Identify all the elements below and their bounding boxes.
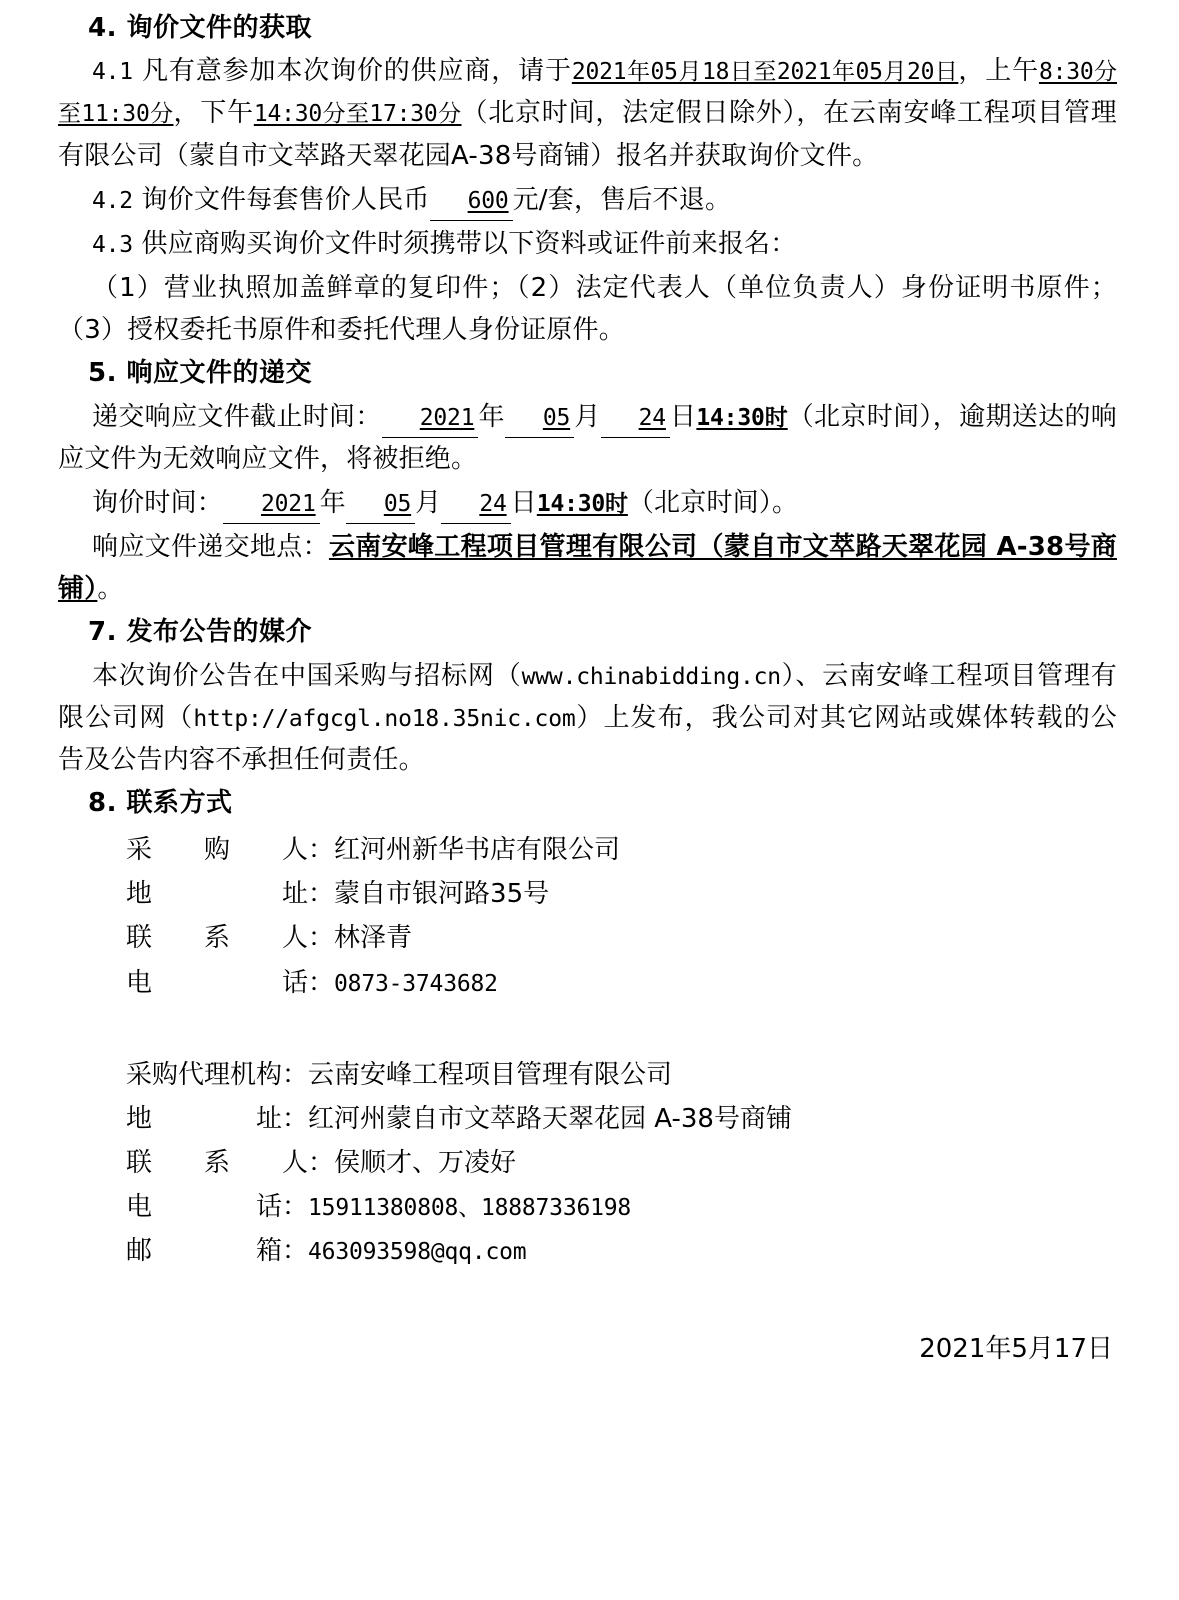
submission-place-lead: 响应文件递交地点： <box>92 532 329 563</box>
clause-number-4-3: 4.3 <box>92 231 133 258</box>
clause-4-2-price: 600 <box>430 183 513 221</box>
clause-4-1-mid2: ，下午 <box>173 98 254 129</box>
inquiry-time-tail: （北京时间）。 <box>627 487 799 518</box>
purchaser-contact-block <box>58 829 1117 1003</box>
clause-4-1-time-pm: 14:30分至17:30分 <box>253 101 462 128</box>
contact-value: 蒙自市银河路35号 <box>334 879 550 910</box>
contact-value: 林泽青 <box>334 923 413 954</box>
contact-label: 地 址 <box>126 1103 283 1134</box>
clause-4-2-tail: 元/套，售后不退。 <box>512 184 732 215</box>
contact-row <box>58 1142 1117 1184</box>
clause-number-4-2: 4.2 <box>92 187 133 214</box>
clause-number-4-1: 4.1 <box>92 59 133 86</box>
media-lead: 本次询价公告在中国采购与招标网（ <box>92 660 522 691</box>
contact-row <box>58 1230 1117 1272</box>
submission-place-address: 云南安峰工程项目管理有限公司（蒙自市文萃路天翠花园 A-38号商铺） <box>58 532 1117 605</box>
deadline-day-label: 日 <box>669 401 697 432</box>
inquiry-day-label: 日 <box>510 487 537 518</box>
contact-separator: ： <box>282 1103 309 1134</box>
deadline-year: 2021 <box>382 400 479 438</box>
contact-label: 电 话 <box>126 967 309 998</box>
contact-row <box>58 962 1117 1004</box>
inquiry-time <box>58 482 1117 524</box>
submission-deadline-lead: 递交响应文件截止时间： <box>92 401 382 432</box>
contact-separator: ： <box>308 923 335 954</box>
clause-4-1 <box>58 50 1117 176</box>
clause-4-1-tail: （北京时间，法定假日除外），在云南安峰工程项目管理有限公司（蒙自市文萃路天翠花园A-38号商铺）报名并获取询价文件。 <box>58 98 1117 171</box>
footer-date: 2021年5月17日 <box>919 1334 1113 1365</box>
media-mid: ）、云南安峰工程项目管理有限公司网（ <box>58 660 1117 733</box>
clause-4-3-lead: 供应商购买询价文件时须携带以下资料或证件前来报名： <box>141 228 797 259</box>
inquiry-year: 2021 <box>223 486 320 524</box>
clause-4-1-lead: 凡有意参加本次询价的供应商，请于 <box>142 56 572 87</box>
contact-value: 红河州新华书店有限公司 <box>334 835 621 866</box>
submission-deadline <box>58 396 1117 480</box>
inquiry-time-value: 14:30时 <box>536 490 628 517</box>
clause-4-3 <box>58 223 1117 265</box>
contact-value: 红河州蒙自市文萃路天翠花园 A-38号商铺 <box>308 1103 792 1134</box>
contact-label: 电 话 <box>126 1192 283 1223</box>
contact-row <box>58 1098 1117 1140</box>
section-heading-7: 7. 发布公告的媒介 <box>88 617 313 648</box>
submission-place-tail: 。 <box>97 574 124 605</box>
clause-4-2-lead: 询价文件每套售价人民币 <box>141 184 430 215</box>
deadline-month: 05 <box>505 400 574 438</box>
contact-value: 0873-3743682 <box>334 970 498 997</box>
contact-label: 地 址 <box>126 879 309 910</box>
contact-separator: ： <box>282 1192 309 1223</box>
deadline-month-label: 月 <box>574 401 601 432</box>
contact-separator: ： <box>282 1236 309 1267</box>
contact-label: 联 系 人 <box>126 1147 309 1178</box>
contact-label: 联 系 人 <box>126 923 309 954</box>
contact-row <box>58 1186 1117 1228</box>
contact-row <box>58 1054 1117 1096</box>
contact-separator: ： <box>282 1059 309 1090</box>
media-url-agency: http://afgcgl.no18.35nic.com <box>193 705 576 732</box>
deadline-tail: （北京时间），逾期送达的响应文件为无效响应文件，将被拒绝。 <box>58 401 1118 474</box>
contact-value: 侯顺才、万凌好 <box>334 1147 517 1178</box>
clause-4-1-date-range: 2021年05月18日至2021年05月20日 <box>571 59 959 86</box>
contact-label: 邮 箱 <box>126 1236 283 1267</box>
contact-separator: ： <box>308 967 335 998</box>
inquiry-month: 05 <box>346 486 415 524</box>
deadline-time: 14:30时 <box>696 404 788 431</box>
media-paragraph <box>58 655 1117 781</box>
section-heading-8: 8. 联系方式 <box>88 787 233 818</box>
submission-place <box>58 526 1117 610</box>
contact-row <box>58 873 1117 915</box>
contact-value: 463093598@qq.com <box>308 1239 527 1266</box>
section-heading-5: 5. 响应文件的递交 <box>88 358 313 389</box>
inquiry-month-label: 月 <box>415 487 442 518</box>
deadline-day: 24 <box>601 400 670 438</box>
clause-4-3-list: （1）营业执照加盖鲜章的复印件；（2）法定代表人（单位负责人）身份证明书原件；（3）授权委托书原件和委托代理人身份证原件。 <box>58 272 1117 346</box>
contact-separator: ： <box>308 879 335 910</box>
contact-row <box>58 917 1117 959</box>
clause-4-1-mid1: ，上午 <box>958 56 1039 87</box>
contact-value: 云南安峰工程项目管理有限公司 <box>308 1059 673 1090</box>
contact-value: 15911380808、18887336198 <box>308 1195 632 1222</box>
clause-4-2 <box>58 179 1117 221</box>
contact-row <box>58 829 1117 871</box>
section-heading-4: 4. 询价文件的获取 <box>88 13 313 43</box>
contact-separator: ： <box>308 1147 335 1178</box>
inquiry-time-lead: 询价时间： <box>92 487 224 518</box>
media-url-chinabidding: www.chinabidding.cn <box>521 663 781 690</box>
contact-label: 采购代理机构 <box>126 1059 283 1090</box>
inquiry-year-label: 年 <box>319 487 346 518</box>
contact-label: 采 购 人 <box>126 835 309 866</box>
deadline-year-label: 年 <box>478 401 505 432</box>
media-tail: ）上发布，我公司对其它网站或媒体转载的公告及公告内容不承担任何责任。 <box>58 702 1117 775</box>
clause-4-1-time-am: 8:30分至11:30分 <box>58 59 1117 128</box>
agency-contact-block <box>58 1054 1117 1273</box>
inquiry-day: 24 <box>441 486 510 524</box>
contact-block-spacer <box>58 1006 1117 1048</box>
contact-separator: ： <box>308 835 335 866</box>
